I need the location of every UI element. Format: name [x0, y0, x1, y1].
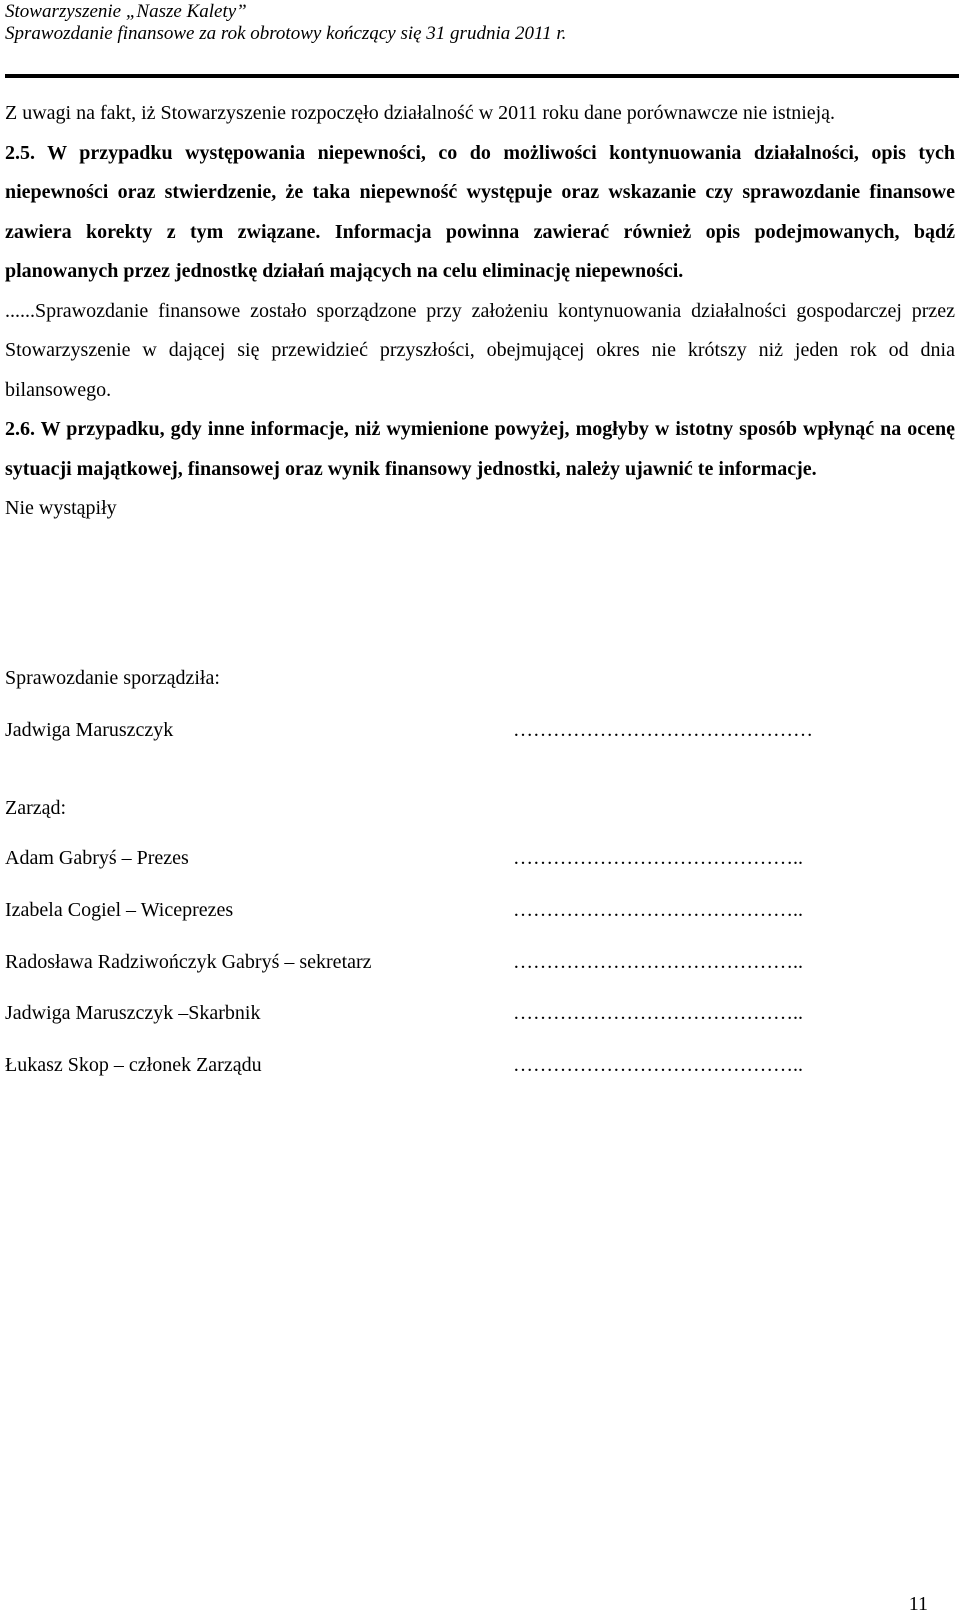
- organization-name: Stowarzyszenie „Nasze Kalety”: [5, 1, 247, 22]
- section-2-5-heading: 2.5. W przypadku występowania niepewności, co do możliwości kontynuowania działalności, opis tych niepewności oraz stwierdzenie, że taka niepewność występuje oraz wskazanie czy sprawozdanie finansowe zawiera korekty z tym związane. Informacja powinna zawierać również opis podejmowanych, bądź planowanych przez jednostkę działań mających na celu eliminację niepewności.: [5, 141, 955, 282]
- signatory-name: Jadwiga Maruszczyk: [5, 719, 174, 741]
- board-label: Zarząd:: [5, 797, 67, 819]
- signature-row-board: [5, 949, 955, 975]
- signature-line: ……………………………………..: [513, 847, 803, 869]
- signature-row-board: [5, 1052, 955, 1078]
- section-2-6-heading: 2.6. W przypadku, gdy inne informacje, niż wymienione powyżej, mogłyby w istotny sposób wpłynąć na ocenę sytuacji majątkowej, finansowej oraz wynik finansowy jednostki, należy ujawnić te informacje.: [5, 418, 955, 480]
- signatory-name: Łukasz Skop – członek Zarządu: [5, 1054, 262, 1076]
- signature-line: ……………………………………..: [513, 1002, 803, 1024]
- signatory-name: Radosława Radziwończyk Gabryś – sekretarz: [5, 951, 372, 973]
- header-divider: [5, 74, 959, 78]
- signature-line: ……………………………………..: [513, 1054, 803, 1076]
- signature-line: ……………………………………..: [513, 899, 803, 921]
- signatory-name: Izabela Cogiel – Wiceprezes: [5, 899, 234, 921]
- signature-row-preparer: [5, 717, 955, 743]
- section-2-6-answer: Nie wystąpiły: [5, 497, 117, 519]
- signature-row-board: [5, 1000, 955, 1026]
- signatory-name: Jadwiga Maruszczyk –Skarbnik: [5, 1002, 261, 1024]
- signature-line: ……………………………………..: [513, 951, 803, 973]
- page-number: 11: [908, 1593, 928, 1615]
- signature-line: ………………………………………: [513, 719, 813, 741]
- going-concern-statement: ......Sprawozdanie finansowe zostało sporządzone przy założeniu kontynuowania działalności gospodarczej przez Stowarzyszenie w dającej się przewidzieć przyszłości, obejmującej okres nie krótszy niż jeden rok od dnia bilansowego.: [5, 299, 955, 401]
- report-title: Sprawozdanie finansowe za rok obrotowy kończący się 31 grudnia 2011 r.: [5, 23, 567, 44]
- signature-row-board: [5, 845, 955, 871]
- signature-row-board: [5, 897, 955, 923]
- signatory-name: Adam Gabryś – Prezes: [5, 847, 189, 869]
- comparative-data-note: Z uwagi na fakt, iż Stowarzyszenie rozpoczęło działalność w 2011 roku dane porównawcze nie istnieją.: [5, 102, 836, 124]
- prepared-by-label: Sprawozdanie sporządziła:: [5, 667, 220, 689]
- document-body: [5, 94, 955, 529]
